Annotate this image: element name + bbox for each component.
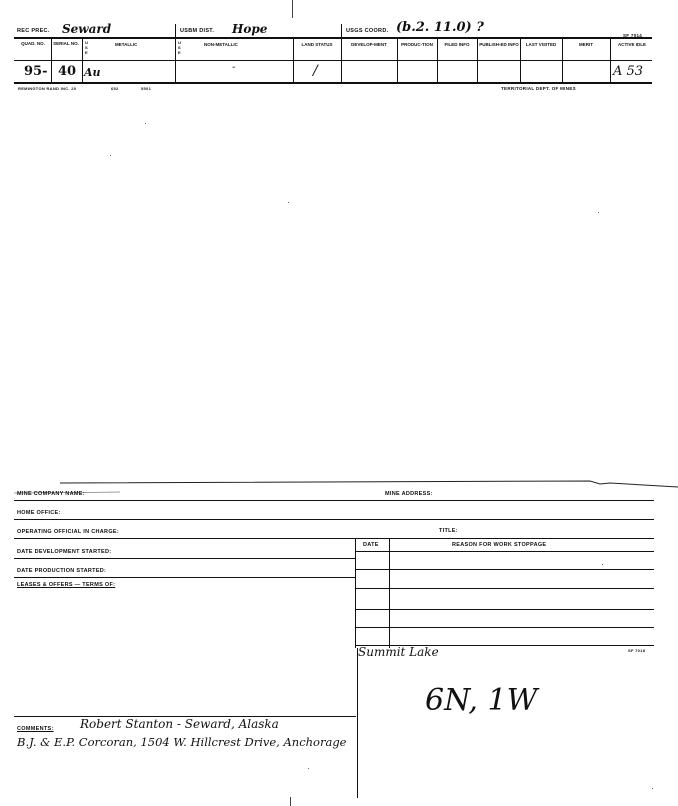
sep [341,24,342,38]
date-col-label: DATE [363,542,379,548]
operating-official-label: OPERATING OFFICIAL IN CHARGE: [17,529,119,535]
col-published-info: PUBLISH-ED INFO [479,42,519,47]
col-active-idle: ACTIVE IDLE [617,42,646,47]
home-office-label: HOME OFFICE: [17,510,61,516]
non-metallic-value: - [232,62,236,73]
speck [288,202,289,203]
location-note: Summit Lake [358,645,439,659]
col-line [175,38,176,82]
comments-line-2: B.J. & E.P. Corcoran, 1504 W. Hillcrest Drive, Anchorage [17,735,347,749]
col-line [341,38,342,82]
col-line [397,38,398,82]
grid-line [389,538,390,648]
fold-tick [290,797,291,806]
fold-tick [292,0,293,18]
speck [652,788,653,789]
footer-right: TERRITORIAL DEPT. OF MINES [501,86,576,91]
col-header-rule [14,60,652,61]
speck [145,123,146,124]
grid-line [355,538,356,648]
col-line [437,38,438,82]
speck [598,212,599,213]
date-development-label: DATE DEVELOPMENT STARTED: [17,549,112,555]
rule [14,538,654,539]
row-rule [14,82,652,84]
sep [175,24,176,38]
footer-code-2: 5501 [141,86,152,91]
grid-rule [355,609,654,610]
col-line [82,38,83,82]
comments-label: COMMENTS: [17,726,54,732]
rec-prec-label: REC PREC. [17,28,50,34]
footer-left: REMINGTON RAND INC. 20 [18,86,77,91]
col-development: DEVELOP-MENT [351,42,387,47]
title-label: TITLE: [439,528,458,534]
col-line [562,38,563,82]
col-land-status: LAND STATUS [301,42,333,47]
rule [355,551,654,552]
rule [14,519,654,520]
col-merit: MERIT [579,42,593,47]
rule [14,500,654,501]
form-code: SF 7014 [623,33,643,38]
usbm-dist-value: Hope [232,22,268,36]
speck [110,155,111,156]
rule [14,558,356,559]
col-line [293,38,294,82]
grid-rule [355,569,654,570]
mine-company-label: MINE COMPANY NAME: [17,491,85,497]
form-code-2: SF 7018 [628,648,646,653]
speck [308,768,309,769]
divider-vertical [357,648,358,798]
comments-line-1: Robert Stanton - Seward, Alaska [80,717,279,731]
active-idle-value: A 53 [613,64,644,79]
col-non-metallic: NON-METALLIC [204,42,238,47]
col-filed-info: FILED INFO [444,42,470,47]
leases-label: LEASES & OFFERS — TERMS OF: [17,582,116,588]
land-status-value: / [313,63,318,79]
rule [14,577,356,578]
quad-value: 95- [24,64,48,79]
reason-col-label: REASON FOR WORK STOPPAGE [452,542,547,548]
col-line [610,38,611,82]
date-production-label: DATE PRODUCTION STARTED: [17,568,107,574]
grid-rule [355,588,654,589]
rec-prec-value: Seward [62,22,112,36]
speck [602,564,603,565]
col-metallic: METALLIC [115,42,138,47]
header-rule [14,37,652,39]
usgs-coord-value: (b.2. 11.0) ? [396,20,484,35]
usbm-dist-label: USBM DIST. [180,28,215,34]
col-use-metallic: U S E [85,40,88,55]
serial-value: 40 [58,64,77,79]
metallic-value: Au [84,66,101,79]
col-quad-no: QUAD. NO. [21,41,45,46]
col-use-nonmetallic: U S E [178,40,181,55]
township-note: 6N, 1W [425,683,538,718]
grid-rule [355,627,654,628]
usgs-coord-label: USGS COORD. [346,28,389,34]
col-serial-no: SERIAL NO. [53,41,79,46]
col-last-visited: LAST VISITED [525,42,557,47]
col-line [51,38,52,82]
col-production: PRODUC-TION [401,42,433,47]
col-line [520,38,521,82]
mine-address-label: MINE ADDRESS: [385,491,433,497]
col-line [477,38,478,82]
footer-code-1: 652 [111,86,119,91]
torn-edge [0,476,678,494]
